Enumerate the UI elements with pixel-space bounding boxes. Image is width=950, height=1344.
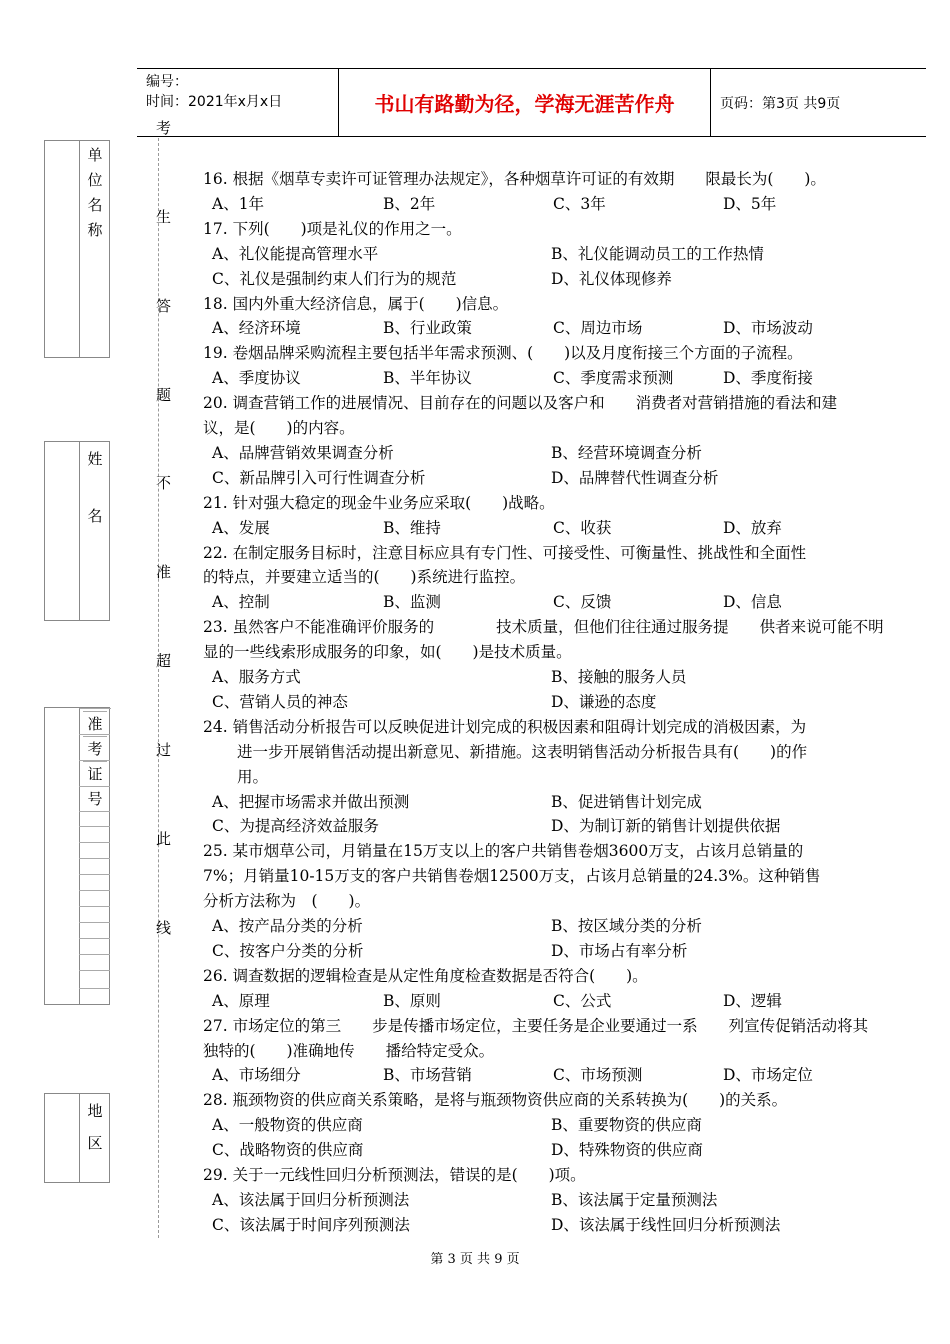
question-text: 28. 瓶颈物资的供应商关系策略，是将与瓶颈物资供应商的关系转换为( )的关系。 bbox=[203, 1091, 788, 1110]
answer-option: A、1年 bbox=[212, 194, 265, 213]
number-label: 编号： bbox=[146, 74, 188, 90]
answer-option: B、重要物资的供应商 bbox=[551, 1116, 702, 1135]
question-text: 22. 在制定服务目标时，注意目标应具有专门性、可接受性、可衡量性、挑战性和全面性 bbox=[203, 543, 807, 562]
answer-option: D、为制订新的销售计划提供依据 bbox=[551, 817, 781, 836]
seal-char: 不 bbox=[156, 474, 172, 492]
answer-option: A、按产品分类的分析 bbox=[212, 917, 363, 935]
answer-option: D、季度衔接 bbox=[723, 369, 813, 388]
answer-option: B、按区域分类的分析 bbox=[551, 917, 702, 935]
answer-option: C、季度需求预测 bbox=[553, 369, 674, 388]
answer-option: C、收获 bbox=[553, 518, 612, 537]
answer-option: C、礼仪是强制约束人们行为的规范 bbox=[212, 269, 457, 288]
seal-char: 生 bbox=[156, 208, 172, 226]
question-text: 23. 虽然客户不能准确评价服务的 技术质量，但他们往往通过服务提 供者来说可能不明 bbox=[203, 618, 884, 637]
answer-option: D、放弃 bbox=[723, 518, 782, 537]
question-text: 25. 某市烟草公司，月销量在15万支以上的客户共销售卷烟3600万支，占该月总销量的 bbox=[203, 842, 804, 861]
answer-option: C、市场预测 bbox=[553, 1066, 643, 1085]
motto: 书山有路勤为径，学海无涯苦作舟 bbox=[339, 69, 711, 136]
question-text: 进一步开展销售活动提出新意见、新措施。这表明销售活动分析报告具有( )的作 bbox=[237, 742, 808, 761]
ticket-char: 考 bbox=[83, 736, 107, 761]
unit-name-char: 称 bbox=[87, 221, 103, 239]
page-footer: 第 3 页 共 9 页 bbox=[430, 1252, 520, 1267]
answer-option: D、该法属于线性回归分析预测法 bbox=[551, 1215, 781, 1234]
page-info: 页码：第3页 共9页 bbox=[720, 95, 841, 112]
answer-option: A、品牌营销效果调查分析 bbox=[212, 443, 394, 462]
question-text: 17. 下列( )项是礼仪的作用之一。 bbox=[203, 219, 462, 238]
seal-char: 超 bbox=[156, 652, 172, 670]
region-box bbox=[44, 1093, 110, 1183]
region-char: 地 bbox=[87, 1102, 103, 1120]
name-char: 姓 bbox=[87, 450, 103, 468]
answer-option: C、为提高经济效益服务 bbox=[212, 817, 379, 836]
unit-name-char: 位 bbox=[87, 171, 103, 189]
answer-option: A、原理 bbox=[212, 991, 270, 1010]
answer-option: B、半年协议 bbox=[383, 369, 472, 388]
region-char: 区 bbox=[87, 1134, 103, 1152]
answer-option: D、礼仪体现修养 bbox=[551, 269, 672, 288]
answer-option: D、市场波动 bbox=[723, 319, 813, 338]
answer-option: C、营销人员的神态 bbox=[212, 692, 348, 711]
seal-char: 过 bbox=[156, 741, 172, 759]
question-text: 21. 针对强大稳定的现金牛业务应采取( )战略。 bbox=[203, 493, 555, 512]
question-text: 7%；月销量10-15万支的客户共销售卷烟12500万支，占该月总销量的24.3%。这种销售 bbox=[203, 867, 821, 886]
answer-option: C、新品牌引入可行性调查分析 bbox=[212, 468, 426, 487]
unit-name-char: 单 bbox=[87, 146, 103, 164]
answer-option: B、维持 bbox=[383, 518, 441, 537]
answer-option: C、该法属于时间序列预测法 bbox=[212, 1215, 410, 1234]
question-text: 的特点，并要建立适当的( )系统进行监控。 bbox=[203, 568, 526, 587]
answer-option: A、服务方式 bbox=[212, 668, 301, 686]
question-text: 议，是( )的内容。 bbox=[203, 419, 355, 437]
answer-option: D、品牌替代性调查分析 bbox=[551, 468, 719, 487]
answer-option: A、经济环境 bbox=[212, 319, 301, 338]
answer-option: A、礼仪能提高管理水平 bbox=[212, 244, 379, 263]
document-header bbox=[137, 68, 926, 137]
answer-option: D、市场定位 bbox=[723, 1066, 813, 1085]
question-text: 分析方法称为 ( )。 bbox=[203, 892, 371, 911]
answer-option: A、一般物资的供应商 bbox=[212, 1116, 363, 1135]
answer-option: C、按客户分类的分析 bbox=[212, 941, 364, 960]
unit-name-char: 名 bbox=[87, 196, 103, 214]
question-text: 29. 关于一元线性回归分析预测法，错误的是( )项。 bbox=[203, 1166, 586, 1184]
answer-option: B、市场营销 bbox=[383, 1066, 472, 1085]
seal-char: 线 bbox=[156, 919, 172, 937]
time-label: 时间：2021年x月x日 bbox=[146, 94, 283, 110]
answer-option: B、该法属于定量预测法 bbox=[551, 1190, 718, 1209]
answer-option: A、控制 bbox=[212, 593, 270, 612]
answer-option: B、2年 bbox=[383, 194, 436, 213]
answer-option: D、特殊物资的供应商 bbox=[551, 1141, 703, 1160]
answer-option: C、3年 bbox=[553, 194, 606, 213]
answer-option: B、原则 bbox=[383, 991, 441, 1010]
answer-option: C、反馈 bbox=[553, 593, 612, 612]
question-text: 独特的( )准确地传 播给特定受众。 bbox=[203, 1041, 495, 1060]
question-text: 显的一些线索形成服务的印象，如( )是技术质量。 bbox=[203, 643, 572, 662]
ticket-char: 号 bbox=[83, 786, 107, 811]
question-text: 20. 调查营销工作的进展情况、目前存在的问题以及客户和 消费者对营销措施的看法和建 bbox=[203, 394, 838, 413]
answer-option: B、促进销售计划完成 bbox=[551, 792, 702, 811]
answer-option: B、行业政策 bbox=[383, 319, 472, 338]
answer-option: B、经营环境调查分析 bbox=[551, 443, 702, 462]
answer-option: D、5年 bbox=[723, 194, 777, 213]
question-text: 用。 bbox=[237, 767, 269, 786]
answer-option: C、公式 bbox=[553, 991, 612, 1010]
answer-option: A、把握市场需求并做出预测 bbox=[212, 792, 410, 811]
answer-option: D、谦逊的态度 bbox=[551, 692, 657, 711]
answer-option: A、该法属于回归分析预测法 bbox=[212, 1190, 410, 1209]
question-text: 24. 销售活动分析报告可以反映促进计划完成的积极因素和阻碍计划完成的消极因素，为 bbox=[203, 717, 807, 736]
answer-option: B、接触的服务人员 bbox=[551, 668, 687, 686]
answer-option: A、季度协议 bbox=[212, 369, 301, 388]
answer-option: A、市场细分 bbox=[212, 1066, 301, 1085]
answer-option: B、监测 bbox=[383, 593, 441, 612]
seal-char: 准 bbox=[156, 563, 172, 581]
question-text: 26. 调查数据的逻辑检查是从定性角度检查数据是否符合( )。 bbox=[203, 966, 648, 985]
seal-char: 答 bbox=[156, 297, 172, 315]
answer-option: D、信息 bbox=[723, 593, 782, 612]
question-text: 16. 根据《烟草专卖许可证管理办法规定》，各种烟草许可证的有效期 限最长为( )。 bbox=[203, 170, 826, 188]
answer-option: B、礼仪能调动员工的工作热情 bbox=[551, 244, 764, 263]
unit-name-box bbox=[44, 140, 110, 358]
answer-option: C、周边市场 bbox=[553, 319, 643, 338]
ticket-char: 证 bbox=[83, 761, 107, 786]
question-text: 27. 市场定位的第三 步是传播市场定位，主要任务是企业要通过一系 列宣传促销活动将其 bbox=[203, 1016, 869, 1035]
answer-option: D、市场占有率分析 bbox=[551, 941, 688, 960]
answer-option: D、逻辑 bbox=[723, 991, 782, 1010]
question-text: 18. 国内外重大经济信息，属于( )信息。 bbox=[203, 294, 509, 313]
ticket-number-box bbox=[44, 707, 110, 1005]
ticket-char: 准 bbox=[83, 711, 107, 736]
name-box bbox=[44, 441, 110, 621]
question-text: 19. 卷烟品牌采购流程主要包括半年需求预测、( )以及月度衔接三个方面的子流程。 bbox=[203, 344, 803, 363]
seal-char: 此 bbox=[156, 830, 172, 848]
name-char: 名 bbox=[87, 507, 103, 525]
seal-char: 考 bbox=[156, 119, 172, 137]
answer-option: C、战略物资的供应商 bbox=[212, 1141, 364, 1160]
answer-option: A、发展 bbox=[212, 518, 270, 537]
seal-char: 题 bbox=[156, 386, 172, 404]
